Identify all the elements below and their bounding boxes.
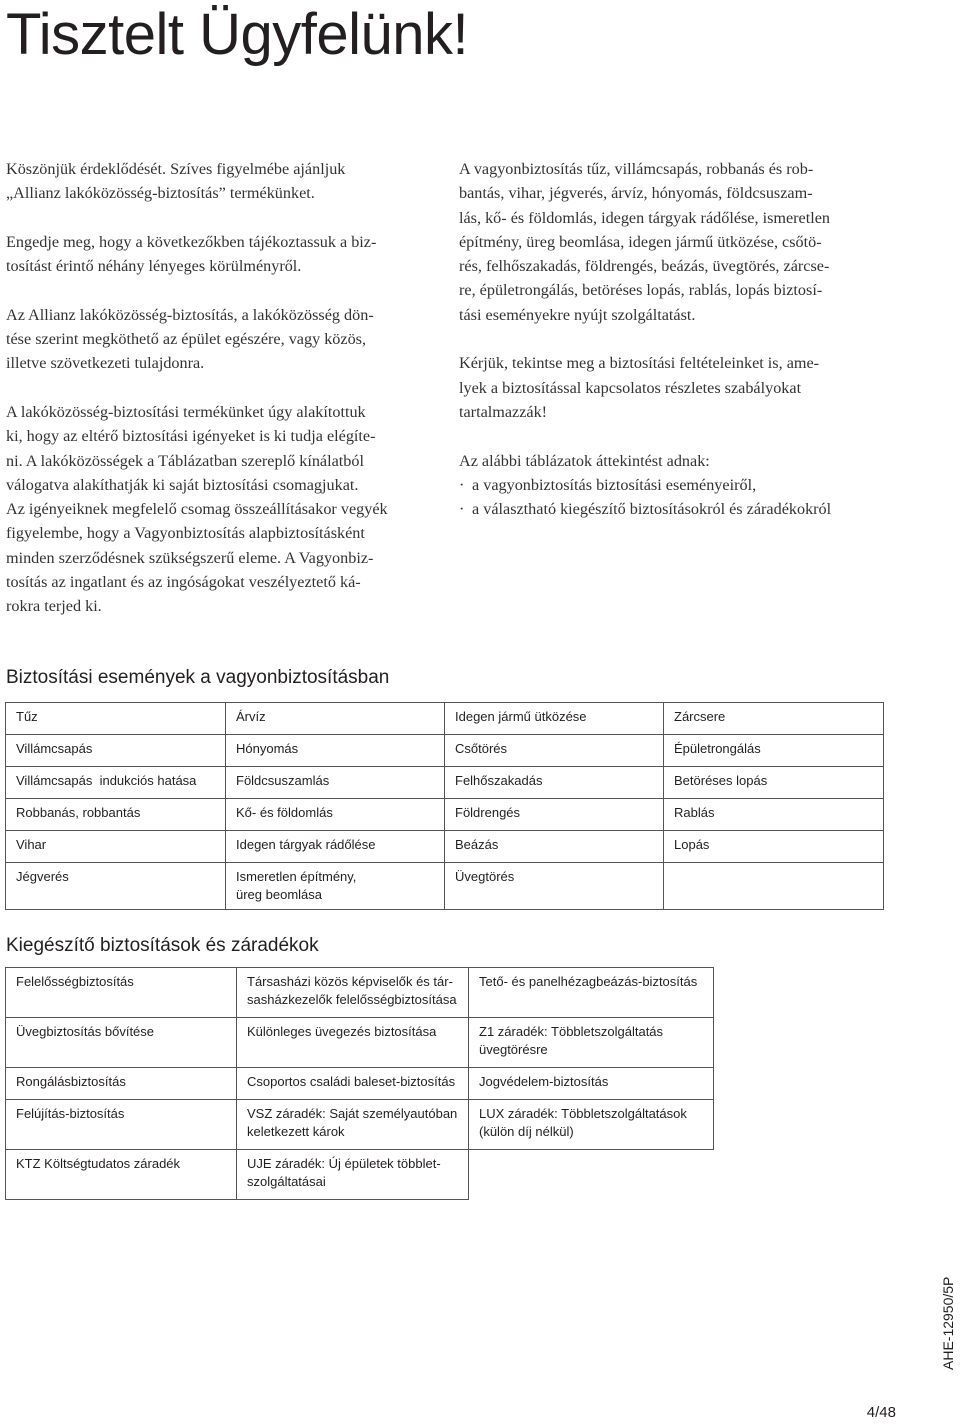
- text-line: tosítást érintő néhány lényeges körülményről.: [6, 257, 302, 276]
- table-row: [6, 1100, 714, 1150]
- table-cell: Z1 záradék: Többletszolgáltatás üvegtörésre: [469, 1018, 714, 1068]
- table-cell: Villámcsapás: [6, 735, 226, 767]
- table-cell: Robbanás, robbantás: [6, 799, 226, 831]
- table-cell: LUX záradék: Többletszolgáltatások (külön díj nélkül): [469, 1100, 714, 1150]
- table-cell: Jégverés: [6, 863, 226, 910]
- coverage-paragraph: [459, 157, 899, 327]
- text-line: bantás, vihar, jégverés, árvíz, hónyomás, földcsuszam-: [459, 184, 813, 203]
- table-row: [6, 767, 884, 799]
- table-cell: Hónyomás: [226, 735, 445, 767]
- text-line: illetve szövetkezeti tulajdonra.: [6, 354, 205, 373]
- overview-list: [459, 473, 899, 522]
- table-row: [6, 735, 884, 767]
- table-cell: Társasházi közös képviselők és tár-sasházkezelők felelősségbiztosítása: [237, 968, 469, 1018]
- text-line: ki, hogy az eltérő biztosítási igényeket is ki tudja elégíte-: [6, 427, 376, 446]
- conditions-paragraph: [459, 351, 899, 424]
- text-line: ni. A lakóközösségek a Táblázatban szereplő kínálatból: [6, 451, 364, 470]
- table-cell: Zárcsere: [664, 703, 884, 735]
- table-cell: UJE záradék: Új épületek többlet-szolgáltatásai: [237, 1150, 469, 1200]
- table-cell: Csoportos családi baleset-biztosítás: [237, 1068, 469, 1100]
- table-cell: Kő- és földomlás: [226, 799, 445, 831]
- text-line: minden szerződésnek szükségszerű eleme. A Vagyonbiz-: [6, 548, 374, 567]
- intro-column-right: [459, 157, 899, 521]
- table-cell: Tűz: [6, 703, 226, 735]
- text-line: építmény, üreg beomlása, idegen jármű ütközése, csőtö-: [459, 232, 822, 251]
- table-cell: Felhőszakadás: [445, 767, 664, 799]
- extras-table: [5, 967, 714, 1200]
- overview-intro: Az alábbi táblázatok áttekintést adnak:: [459, 451, 710, 470]
- text-line: lyek a biztosítással kapcsolatos részletes szabályokat: [459, 378, 802, 397]
- text-line: Az Allianz lakóközösség-biztosítás, a lakóközösség dön-: [6, 305, 374, 324]
- text-line: tási eseményekre nyújt szolgáltatást.: [459, 305, 696, 324]
- table-row: [6, 1018, 714, 1068]
- table-cell: Árvíz: [226, 703, 445, 735]
- table-cell-empty: [469, 1150, 714, 1200]
- table-cell: KTZ Költségtudatos záradék: [6, 1150, 237, 1200]
- table-row: [6, 1068, 714, 1100]
- table-cell: Csőtörés: [445, 735, 664, 767]
- table-row: [6, 831, 884, 863]
- list-item: · a választható kiegészítő biztosításokról és záradékokról: [459, 497, 899, 521]
- table-row: [6, 1150, 714, 1200]
- table-cell: Idegen tárgyak rádőlése: [226, 831, 445, 863]
- greeting-paragraph: [6, 157, 424, 206]
- table-cell: Földcsuszamlás: [226, 767, 445, 799]
- table-cell: Különleges üvegezés biztosítása: [237, 1018, 469, 1068]
- product-paragraph: [6, 400, 424, 619]
- table-cell: Felújítás-biztosítás: [6, 1100, 237, 1150]
- text-line: Engedje meg, hogy a következőkben tájékoztassuk a biz-: [6, 232, 377, 251]
- text-line: Kérjük, tekintse meg a biztosítási feltételeinket is, ame-: [459, 354, 820, 373]
- list-item: · a vagyonbiztosítás biztosítási eseményeiről,: [459, 473, 899, 497]
- table-cell: Villámcsapás indukciós hatása: [6, 767, 226, 799]
- table-cell: Ismeretlen építmény, üreg beomlása: [226, 863, 445, 910]
- info-paragraph: [6, 230, 424, 279]
- text-line: rés, felhőszakadás, földrengés, beázás, üvegtörés, zárcse-: [459, 257, 830, 276]
- page-title: Tisztelt Ügyfelünk!: [6, 2, 469, 67]
- table-cell: Idegen jármű ütközése: [445, 703, 664, 735]
- events-table-title: Biztosítási események a vagyonbiztosításban: [6, 667, 390, 688]
- table-cell: Üvegtörés: [445, 863, 664, 910]
- table-cell: Rablás: [664, 799, 884, 831]
- table-row: [6, 968, 714, 1018]
- document-code: AHE-12950/5P: [940, 1276, 956, 1370]
- table-cell: Üvegbiztosítás bővítése: [6, 1018, 237, 1068]
- text-line: tartalmazzák!: [459, 402, 548, 421]
- intro-column-left: [6, 157, 424, 619]
- text-line: válogatva alakíthatják ki saját biztosítási csomagjukat.: [6, 475, 359, 494]
- events-table: [5, 702, 884, 910]
- table-cell: Tető- és panelhézagbeázás-biztosítás: [469, 968, 714, 1018]
- table-row: [6, 863, 884, 910]
- scope-paragraph: [6, 303, 424, 376]
- text-line: re, épületrongálás, betöréses lopás, rablás, lopás biztosí-: [459, 281, 823, 300]
- text-line: A lakóközösség-biztosítási termékünket úgy alakítottuk: [6, 402, 366, 421]
- table-cell: VSZ záradék: Saját személyautóban keletkezett károk: [237, 1100, 469, 1150]
- table-cell: Felelősségbiztosítás: [6, 968, 237, 1018]
- table-row: [6, 703, 884, 735]
- table-cell: Vihar: [6, 831, 226, 863]
- text-line: tése szerint megköthető az épület egészére, vagy közös,: [6, 330, 367, 349]
- table-cell: Beázás: [445, 831, 664, 863]
- table-cell: Földrengés: [445, 799, 664, 831]
- table-cell-empty: [664, 863, 884, 910]
- text-line: Köszönjük érdeklődését. Szíves figyelmébe ajánljuk: [6, 160, 346, 178]
- text-line: rokra terjed ki.: [6, 597, 102, 616]
- text-line: figyelembe, hogy a Vagyonbiztosítás alapbiztosításként: [6, 524, 365, 543]
- text-line: Az igényeiknek megfelelő csomag összeállításakor vegyék: [6, 500, 388, 519]
- page-number: 4/48: [866, 1404, 896, 1421]
- table-cell: Jogvédelem-biztosítás: [469, 1068, 714, 1100]
- table-cell: Lopás: [664, 831, 884, 863]
- text-line: tosítás az ingatlant és az ingóságokat veszélyeztető ká-: [6, 573, 361, 592]
- table-row: [6, 799, 884, 831]
- extras-table-title: Kiegészítő biztosítások és záradékok: [6, 935, 319, 956]
- text-line: „Allianz lakóközösség-biztosítás” termékünket.: [6, 184, 315, 203]
- table-cell: Betöréses lopás: [664, 767, 884, 799]
- table-cell: Rongálásbiztosítás: [6, 1068, 237, 1100]
- text-line: lás, kő- és földomlás, idegen tárgyak rádőlése, ismeretlen: [459, 208, 831, 227]
- text-line: A vagyonbiztosítás tűz, villámcsapás, robbanás és rob-: [459, 160, 814, 178]
- table-cell: Épületrongálás: [664, 735, 884, 767]
